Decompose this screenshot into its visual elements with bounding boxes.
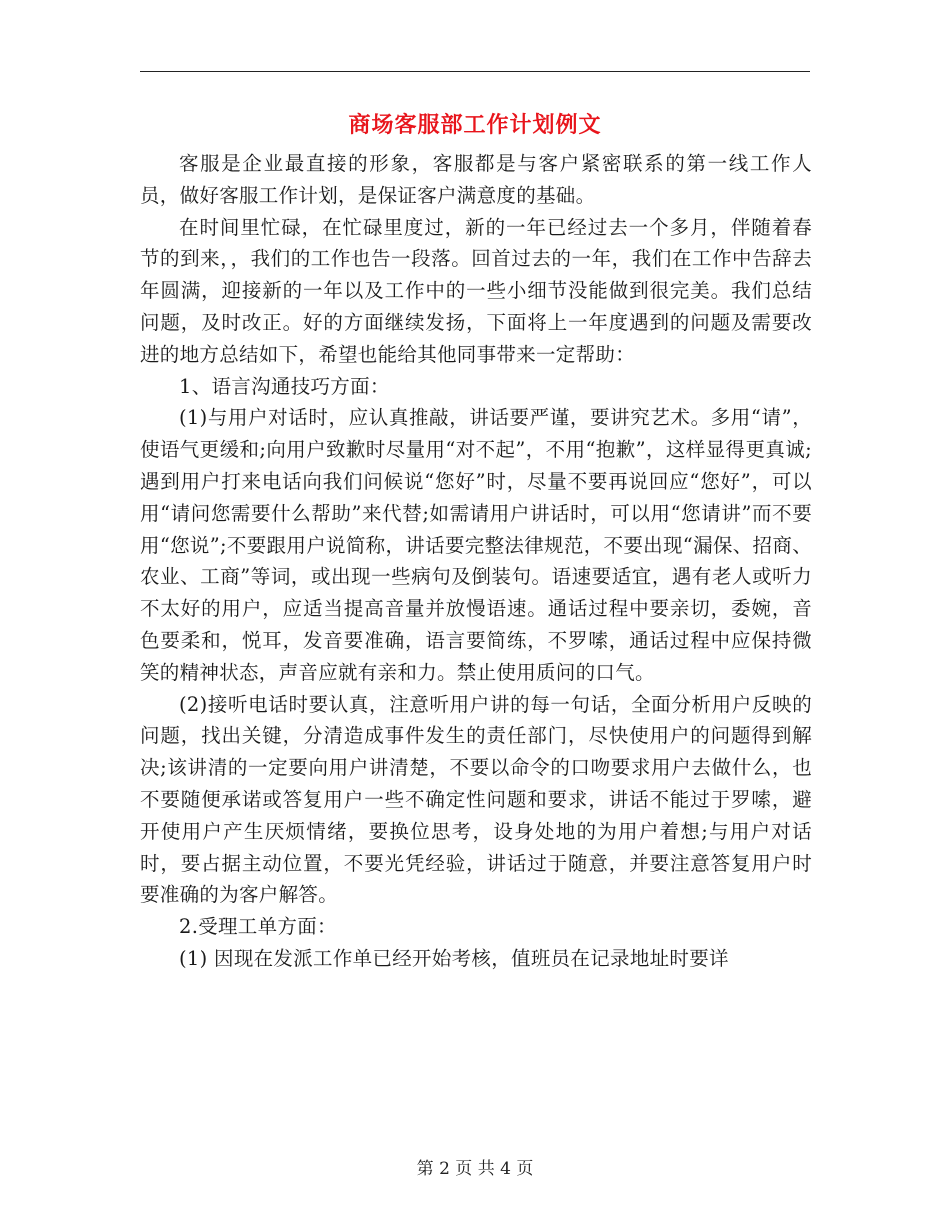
paragraph-work-orders-1: (1) 因现在发派工作单已经开始考核，值班员在记录地址时要详 bbox=[179, 946, 729, 970]
document-body bbox=[140, 148, 812, 975]
paragraph-communication-2: (2)接听电话时要认真，注意听用户讲的每一句话，全面分析用户反映的问题，找出关键，分清造成事件发生的责任部门，尽快使用户的问题得到解决;该讲清的一定要向用户讲清楚，不要以命令的口吻要求用户去做什么，也不要随便承诺或答复用户一些不确定性问题和要求，讲话不能过于罗嗦，避开使用户产生厌烦情绪，要换位思考，设身处地的为用户着想;与用户对话时，要占据主动位置，不要光凭经验，讲话过于随意，并要注意答复用户时要准确的为客户解答。 bbox=[140, 692, 812, 907]
section-heading-work-orders: 2.受理工单方面： bbox=[179, 915, 337, 939]
header-rule bbox=[140, 71, 810, 72]
document-title: 商场客服部工作计划例文 bbox=[348, 112, 602, 138]
paragraph-review: 在时间里忙碌，在忙碌里度过，新的一年已经过去一个多月，伴随着春节的到来，，我们的工作也告一段落。回首过去的一年，我们在工作中告辞去年圆满，迎接新的一年以及工作中的一些小细节没能做到很完美。我们总结问题，及时改正。好的方面继续发扬，下面将上一年度遇到的问题及需要改进的地方总结如下，希望也能给其他同事带来一定帮助： bbox=[140, 215, 812, 366]
paragraph-communication-1: (1)与用户对话时，应认真推敲，讲话要严谨，要讲究艺术。多用“请”，使语气更缓和;向用户致歉时尽量用“对不起”，不用“抱歉”，这样显得更真诚;遇到用户打来电话向我们问候说“您好”时，尽量不要再说回应“您好”，可以用“请问您需要什么帮助”来代替;如需请用户讲话时，可以用“您请讲”而不要用“您说”;不要跟用户说简称，讲话要完整法律规范，不要出现“漏保、招商、农业、工商”等词，或出现一些病句及倒装句。语速要适宜，遇有老人或听力不太好的用户，应适当提高音量并放慢语速。通话过程中要亲切，委婉，音色要柔和，悦耳，发音要准确，语言要简练，不罗嗦，通话过程中应保持微笑的精神状态，声音应就有亲和力。禁止使用质问的口气。 bbox=[140, 406, 812, 684]
section-heading-communication: 1、语言沟通技巧方面： bbox=[179, 374, 390, 398]
page-number: 第 2 页 共 4 页 bbox=[416, 1159, 534, 1179]
paragraph-intro: 客服是企业最直接的形象，客服都是与客户紧密联系的第一线工作人员，做好客服工作计划，是保证客户满意度的基础。 bbox=[140, 152, 812, 207]
